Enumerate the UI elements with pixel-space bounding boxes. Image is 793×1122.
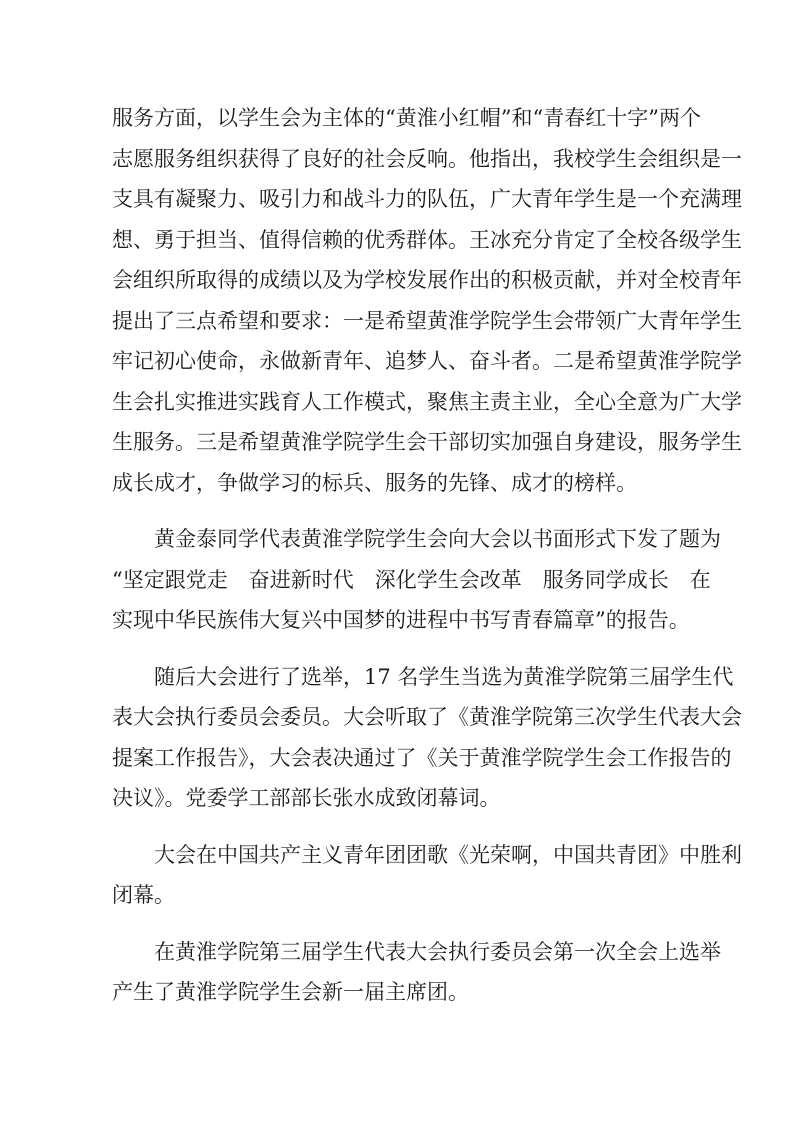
- text-line: 提出了三点希望和要求：一是希望黄淮学院学生会带领广大青年学生: [112, 308, 742, 333]
- document-body: [112, 98, 742, 1029]
- text-line: 服务方面，以学生会为主体的“黄淮小红帽”和“青春红十字”两个: [112, 106, 701, 130]
- text-line: 提案工作报告》，大会表决通过了《关于黄淮学院学生会工作报告的: [112, 745, 732, 770]
- text-line: 支具有凝聚力、吸引力和战斗力的队伍，广大青年学生是一个充满理: [112, 187, 742, 211]
- text-line: 志愿服务组织获得了良好的社会反响。他指出，我校学生会组织是一: [112, 146, 742, 171]
- paragraph-closing: [112, 835, 742, 916]
- text-line: 黄金泰同学代表黄淮学院学生会向大会以书面形式下发了题为: [154, 527, 721, 551]
- text-line: “坚定跟党走 奋进新时代 深化学生会改革 服务同学成长 在: [112, 567, 711, 592]
- text-line: 生会扎实推进实践育人工作模式，聚焦主责主业，全心全意为广大学: [112, 389, 742, 414]
- text-line: 产生了黄淮学院学生会新一届主席团。: [112, 980, 469, 1004]
- paragraph-service-and-hopes: [112, 98, 742, 503]
- text-line: 想、勇于担当、值得信赖的优秀群体。王冰充分肯定了全校各级学生: [112, 227, 742, 252]
- text-line: 闭幕。: [112, 883, 175, 907]
- text-line: 表大会执行委员会委员。大会听取了《黄淮学院第三次学生代表大会: [112, 705, 742, 729]
- text-line: 大会在中国共产主义青年团团歌《光荣啊，中国共青团》中胜利: [154, 842, 742, 867]
- text-line: 在黄淮学院第三届学生代表大会执行委员会第一次全会上选举: [154, 939, 721, 964]
- paragraph-election: [112, 657, 742, 819]
- text-line: 生服务。三是希望黄淮学院学生会干部切实加强自身建设，服务学生: [112, 430, 742, 454]
- paragraph-report: [112, 519, 721, 641]
- paragraph-presidium: [112, 932, 721, 1013]
- text-line: 牢记初心使命，永做新青年、追梦人、奋斗者。二是希望黄淮学院学: [112, 349, 742, 373]
- text-line: 随后大会进行了选举，17 名学生当选为黄淮学院第三届学生代: [154, 664, 734, 689]
- text-line: 会组织所取得的成绩以及为学校发展作出的积极贡献，并对全校青年: [112, 268, 742, 292]
- text-line: 决议》。党委学工部部长张水成致闭幕词。: [112, 786, 501, 810]
- text-line: 实现中华民族伟大复兴中国梦的进程中书写青春篇章”的报告。: [112, 608, 690, 632]
- text-line: 成长成才，争做学习的标兵、服务的先锋、成才的榜样。: [112, 470, 637, 495]
